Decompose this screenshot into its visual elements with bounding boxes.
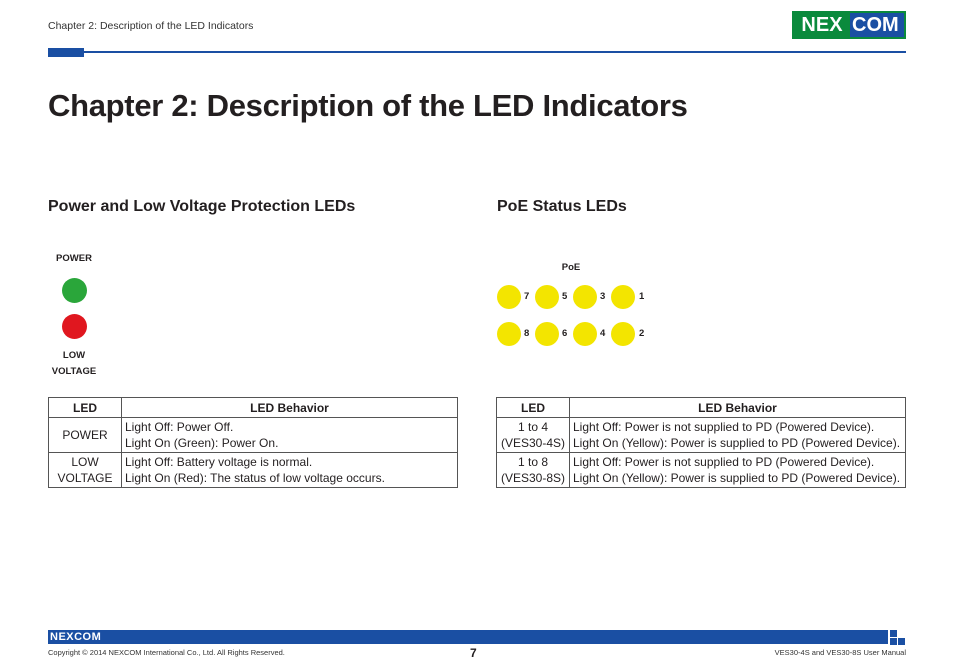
page-number: 7 (470, 646, 477, 660)
poe-led-number: 1 (639, 291, 645, 302)
table-cell-behavior (122, 453, 458, 488)
poe-label: PoE (561, 262, 581, 273)
behavior-line: Light Off: Battery voltage is normal. (125, 455, 313, 469)
poe-led-1-icon (611, 285, 635, 309)
poe-led-number: 5 (562, 291, 568, 302)
poe-led-5-icon (535, 285, 559, 309)
behavior-line: Light On (Green): Power On. (125, 436, 279, 450)
poe-led-number: 6 (562, 328, 568, 339)
poe-led-number: 2 (639, 328, 645, 339)
low-label-line2: VOLTAGE (51, 366, 97, 377)
table-row (497, 418, 906, 453)
table-header-behavior: LED Behavior (570, 398, 906, 418)
footer-bar (48, 630, 888, 644)
led-line: LOW (71, 455, 99, 469)
behavior-line: Light Off: Power is not supplied to PD (Powered Device). (573, 420, 875, 434)
table-cell-led (497, 453, 570, 488)
power-led-label: POWER (56, 253, 92, 264)
table-cell-led: POWER (49, 418, 122, 453)
logo-text-x: X (829, 14, 843, 36)
poe-led-6-icon (535, 322, 559, 346)
power-section-title: Power and Low Voltage Protection LEDs (48, 198, 356, 215)
table-cell-behavior (570, 453, 906, 488)
footer-square-icon (890, 630, 897, 637)
poe-led-number: 4 (600, 328, 606, 339)
logo-blue-part: COM (850, 13, 904, 37)
poe-led-number: 8 (524, 328, 530, 339)
table-row (49, 418, 458, 453)
poe-led-7-icon (497, 285, 521, 309)
behavior-line: Light Off: Power Off. (125, 420, 234, 434)
manual-name: VES30-4S and VES30-8S User Manual (774, 648, 906, 657)
behavior-line: Light On (Red): The status of low voltage occurs. (125, 471, 385, 485)
footer-square-icon (890, 638, 897, 645)
poe-led-2-icon (611, 322, 635, 346)
table-header-led: LED (497, 398, 570, 418)
table-header-led: LED (49, 398, 122, 418)
table-row (49, 453, 458, 488)
behavior-line: Light On (Yellow): Power is supplied to PD (Powered Device). (573, 436, 901, 450)
power-led-icon (62, 278, 87, 303)
nexcom-logo (792, 11, 906, 39)
poe-led-table (496, 397, 906, 488)
copyright-text: Copyright © 2014 NEXCOM International Co., Ltd. All Rights Reserved. (48, 648, 285, 657)
page-title: Chapter 2: Description of the LED Indicators (48, 88, 688, 123)
table-header-behavior: LED Behavior (122, 398, 458, 418)
poe-led-number: 3 (600, 291, 606, 302)
behavior-line: Light On (Yellow): Power is supplied to PD (Powered Device). (573, 471, 901, 485)
table-row (497, 453, 906, 488)
power-led-table (48, 397, 458, 488)
led-line: 1 to 8 (517, 455, 549, 469)
table-cell-behavior (122, 418, 458, 453)
led-line: (VES30-8S) (500, 471, 566, 485)
logo-text-left: NE (801, 14, 830, 36)
footer-logo: NEXCOM (50, 631, 102, 643)
header-tab (48, 48, 84, 57)
poe-led-number: 7 (524, 291, 530, 302)
low-label-line1: LOW (62, 350, 86, 361)
poe-led-3-icon (573, 285, 597, 309)
led-line: (VES30-4S) (500, 436, 566, 450)
poe-section-title: PoE Status LEDs (497, 198, 627, 215)
table-cell-led (49, 453, 122, 488)
poe-led-8-icon (497, 322, 521, 346)
poe-led-4-icon (573, 322, 597, 346)
table-cell-behavior (570, 418, 906, 453)
logo-green-part (794, 13, 850, 37)
running-header: Chapter 2: Description of the LED Indicators (48, 20, 254, 32)
led-line: VOLTAGE (57, 471, 113, 485)
header-rule (48, 51, 906, 53)
low-voltage-led-icon (62, 314, 87, 339)
led-line: 1 to 4 (517, 420, 549, 434)
behavior-line: Light Off: Power is not supplied to PD (Powered Device). (573, 455, 875, 469)
table-cell-led (497, 418, 570, 453)
footer-square-icon (898, 638, 905, 645)
table-header-row (497, 398, 906, 418)
table-header-row (49, 398, 458, 418)
low-voltage-led-label (44, 348, 104, 380)
